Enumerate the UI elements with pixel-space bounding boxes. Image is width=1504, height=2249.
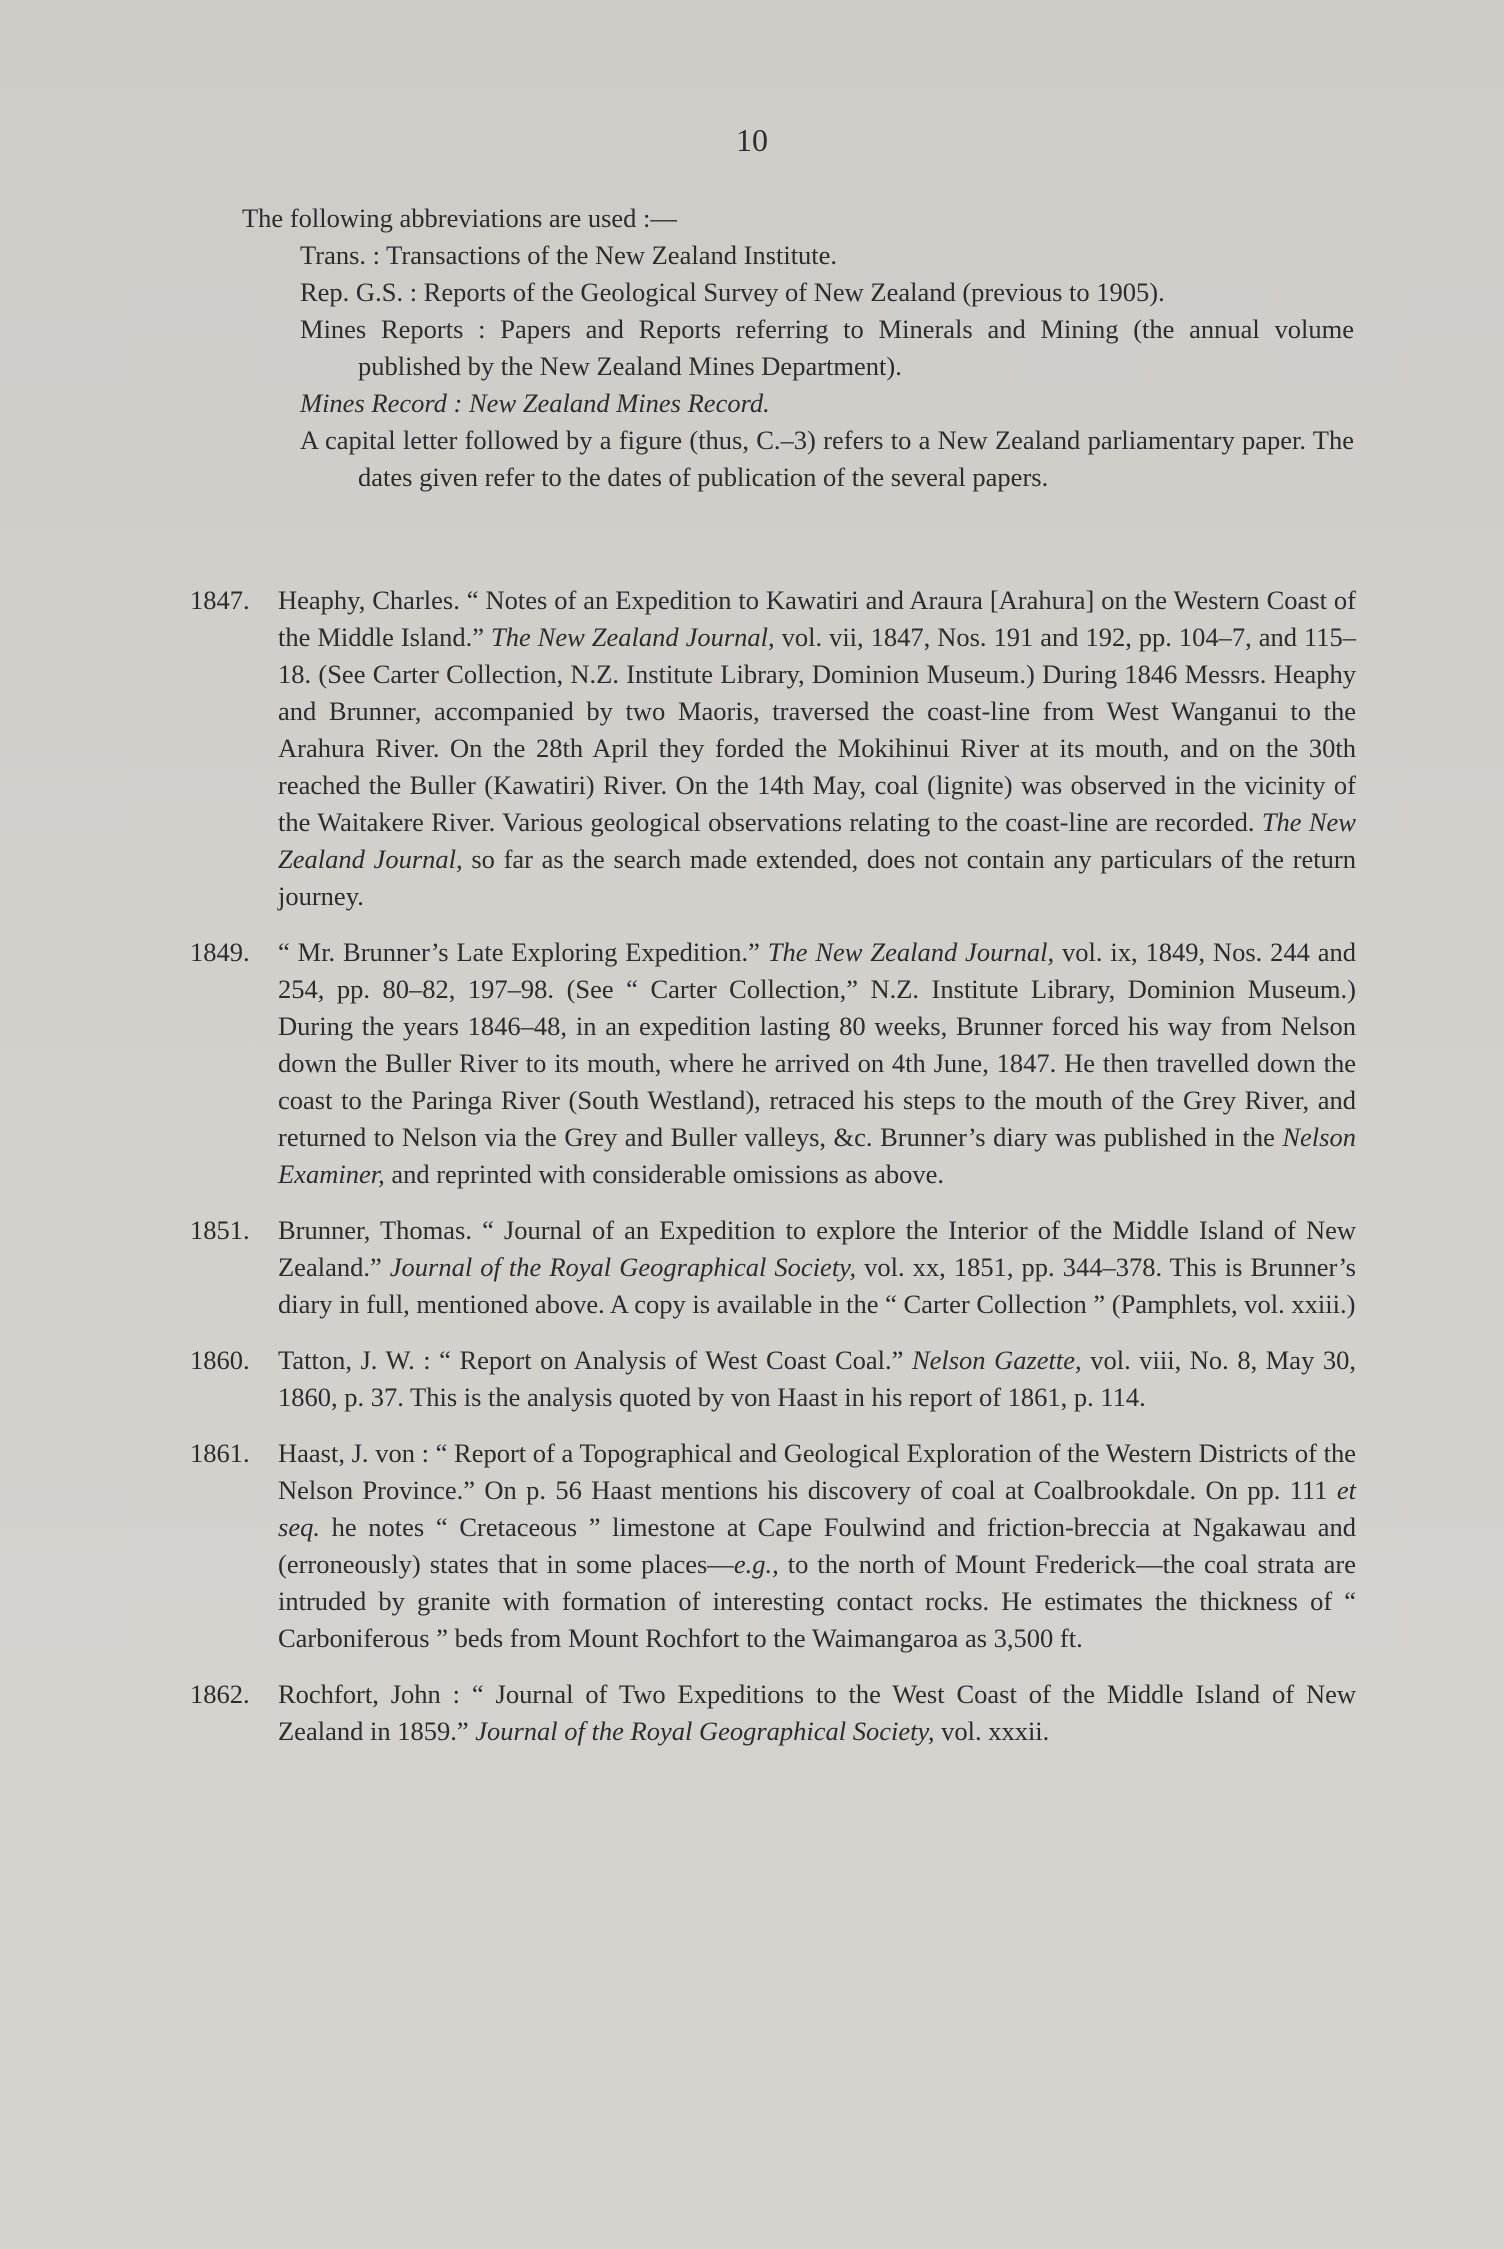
bibliography-entry <box>190 1676 1356 1750</box>
bibliography-entry <box>190 934 1356 1193</box>
abbreviation-item: Rep. G.S. : Reports of the Geological Survey of New Zealand (previous to 1905). <box>300 277 1165 307</box>
entry-year: 1849. <box>190 937 250 967</box>
entry-text: Haast, J. von : “ Report of a Topographical and Geological Exploration of the Western Districts of the Nelson Province.” On p. 56 Haast mentions his discovery of coal at Coalbrookdale. On pp. 111 et seq. he notes “ Cretaceous ” limestone at Cape Foulwind and friction-breccia at Ngakawau and (erroneously) states that in some places—e.g., to the north of Mount Frederick—the coal strata are intruded by granite with formation of interesting contact rocks. He estimates the thickness of “ Carboniferous ” beds from Mount Rochfort to the Waimangaroa as 3,500 ft. <box>278 1438 1356 1653</box>
bibliography-entry <box>190 1212 1356 1323</box>
bibliography-entry <box>190 1435 1356 1657</box>
bibliography-entries <box>190 582 1356 1769</box>
entry-text: Rochfort, John : “ Journal of Two Expeditions to the West Coast of the Middle Island of New Zealand in 1859.” Journal of the Royal Geographical Society, vol. xxxii. <box>278 1679 1356 1746</box>
bibliography-entry <box>190 1342 1356 1416</box>
abbreviations-intro: The following abbreviations are used :— <box>242 203 677 233</box>
abbreviation-item: A capital letter followed by a figure (thus, C.–3) refers to a New Zealand parliamentary paper. The dates given refer to the dates of publication of the several papers. <box>300 425 1354 492</box>
entry-year: 1851. <box>190 1215 250 1245</box>
abbreviations-section <box>242 200 1354 496</box>
abbreviation-item: Trans. : Transactions of the New Zealand Institute. <box>300 240 838 270</box>
entry-text: Brunner, Thomas. “ Journal of an Expedition to explore the Interior of the Middle Island of New Zealand.” Journal of the Royal Geographical Society, vol. xx, 1851, pp. 344–378. This is Brunner’s diary in full, mentioned above. A copy is available in the “ Carter Collection ” (Pamphlets, vol. xxiii.) <box>278 1215 1356 1319</box>
abbreviation-item: Mines Record : New Zealand Mines Record. <box>300 388 770 418</box>
entry-year: 1861. <box>190 1438 250 1468</box>
entry-year: 1862. <box>190 1679 250 1709</box>
entry-text: “ Mr. Brunner’s Late Exploring Expedition.” The New Zealand Journal, vol. ix, 1849, Nos. 244 and 254, pp. 80–82, 197–98. (See “ Carter Collection,” N.Z. Institute Library, Dominion Museum.) During the years 1846–48, in an expedition lasting 80 weeks, Brunner forced his way from Nelson down the Buller River to its mouth, where he arrived on 4th June, 1847. He then travelled down the coast to the Paringa River (South Westland), retraced his steps to the mouth of the Grey River, and returned to Nelson via the Grey and Buller valleys, &c. Brunner’s diary was published in the Nelson Examiner, and reprinted with considerable omissions as above. <box>278 937 1356 1189</box>
bibliography-entry <box>190 582 1356 915</box>
entry-text: Heaphy, Charles. “ Notes of an Expedition to Kawatiri and Araura [Arahura] on the Western Coast of the Middle Island.” The New Zealand Journal, vol. vii, 1847, Nos. 191 and 192, pp. 104–7, and 115–18. (See Carter Collection, N.Z. Institute Library, Dominion Museum.) During 1846 Messrs. Heaphy and Brunner, accompanied by two Maoris, traversed the coast-line from West Wanganui to the Arahura River. On the 28th April they forded the Mokihinui River at its mouth, and on the 30th reached the Buller (Kawatiri) River. On the 14th May, coal (lignite) was observed in the vicinity of the Waitakere River. Various geological observations relating to the coast-line are recorded. The New Zealand Journal, so far as the search made extended, does not contain any particulars of the return journey. <box>278 585 1356 911</box>
entry-text: Tatton, J. W. : “ Report on Analysis of West Coast Coal.” Nelson Gazette, vol. viii, No. 8, May 30, 1860, p. 37. This is the analysis quoted by von Haast in his report of 1861, p. 114. <box>278 1345 1356 1412</box>
entry-year: 1847. <box>190 585 250 615</box>
page-number: 10 <box>736 122 768 158</box>
abbreviation-item: Mines Reports : Papers and Reports referring to Minerals and Mining (the annual volume published by the New Zealand Mines Department). <box>300 314 1354 381</box>
entry-year: 1860. <box>190 1345 250 1375</box>
